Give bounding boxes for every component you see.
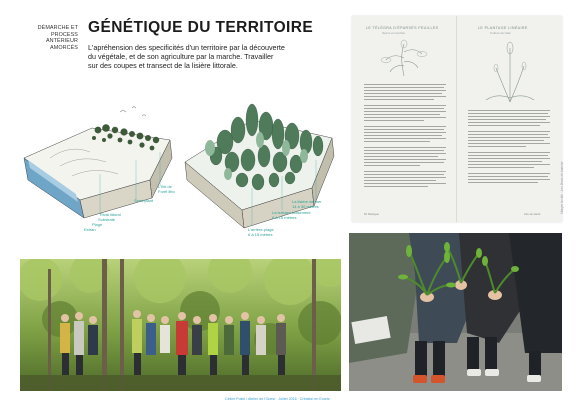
book-spread <box>352 16 562 222</box>
label-tertiaire-boisement: La tertiaire boisement <box>272 210 311 215</box>
page-title: GÉNÉTIQUE DU TERRITOIRE <box>88 19 314 36</box>
svg-text:6 à 15 mètres: 6 à 15 mètres <box>248 232 273 237</box>
forest-walk-photo <box>20 259 341 391</box>
book-right-sub: Culture de l'aile <box>490 31 511 35</box>
label-rival-littoral: Rival littoral <box>100 212 121 217</box>
forest-walk-scene <box>20 259 341 391</box>
forest-block-diagram <box>185 104 334 228</box>
hands-plants-photo <box>349 233 562 391</box>
book-left-footer: 52 Dialogue <box>364 212 379 216</box>
label-semi-plant: Semi-plant <box>134 198 154 203</box>
svg-text:14 à 30 mètres: 14 à 30 mètres <box>292 204 319 209</box>
block-diagrams <box>20 90 340 250</box>
label-substrate: Substrate <box>98 217 116 222</box>
photo-credit: Céline Poitel / Atelier de l'Ouest · Juillet 2016 · Création en Ecarts <box>225 397 330 401</box>
label-arriere-plage: L'arrière-plage <box>248 227 274 232</box>
label-plage: Plage <box>92 222 103 227</box>
book-side-caption: Marger la ville · Les fleurs de tranche <box>560 161 564 214</box>
book-right-heading: LE PLANTAGE LINÉAIRE <box>478 26 528 30</box>
label-ilot-foret: L'Ilôt de <box>158 184 172 189</box>
plant-illustration-left <box>378 38 430 78</box>
hands-plants-scene <box>349 233 562 391</box>
svg-text:Forêt litto: Forêt litto <box>158 189 175 194</box>
book-right-footer: Aire de santé <box>524 212 541 216</box>
label-estran: Estran <box>84 227 96 232</box>
intro-paragraph: L'apréhension des specificités d'un territoire par la découverte du végétale, et de son agriculture par la marche. Travailler sur des coupes et transect de la lisière littorale. <box>88 43 285 70</box>
book-gutter <box>456 16 457 222</box>
book-left-sub: Semis et récoltes <box>382 31 406 35</box>
section-label: DÉMARCHE ET PROCESS ANTÉRIEUR AMORCÉS <box>37 25 78 51</box>
svg-text:6 à 15 mètres: 6 à 15 mètres <box>272 215 297 220</box>
book-left-heading: LE TÉLÉGRA D'ÉPARSÉS FEUILLES <box>366 26 439 30</box>
plant-illustration-right <box>480 38 540 104</box>
label-lisiere-de-mer: La lisière de mer <box>292 199 322 204</box>
